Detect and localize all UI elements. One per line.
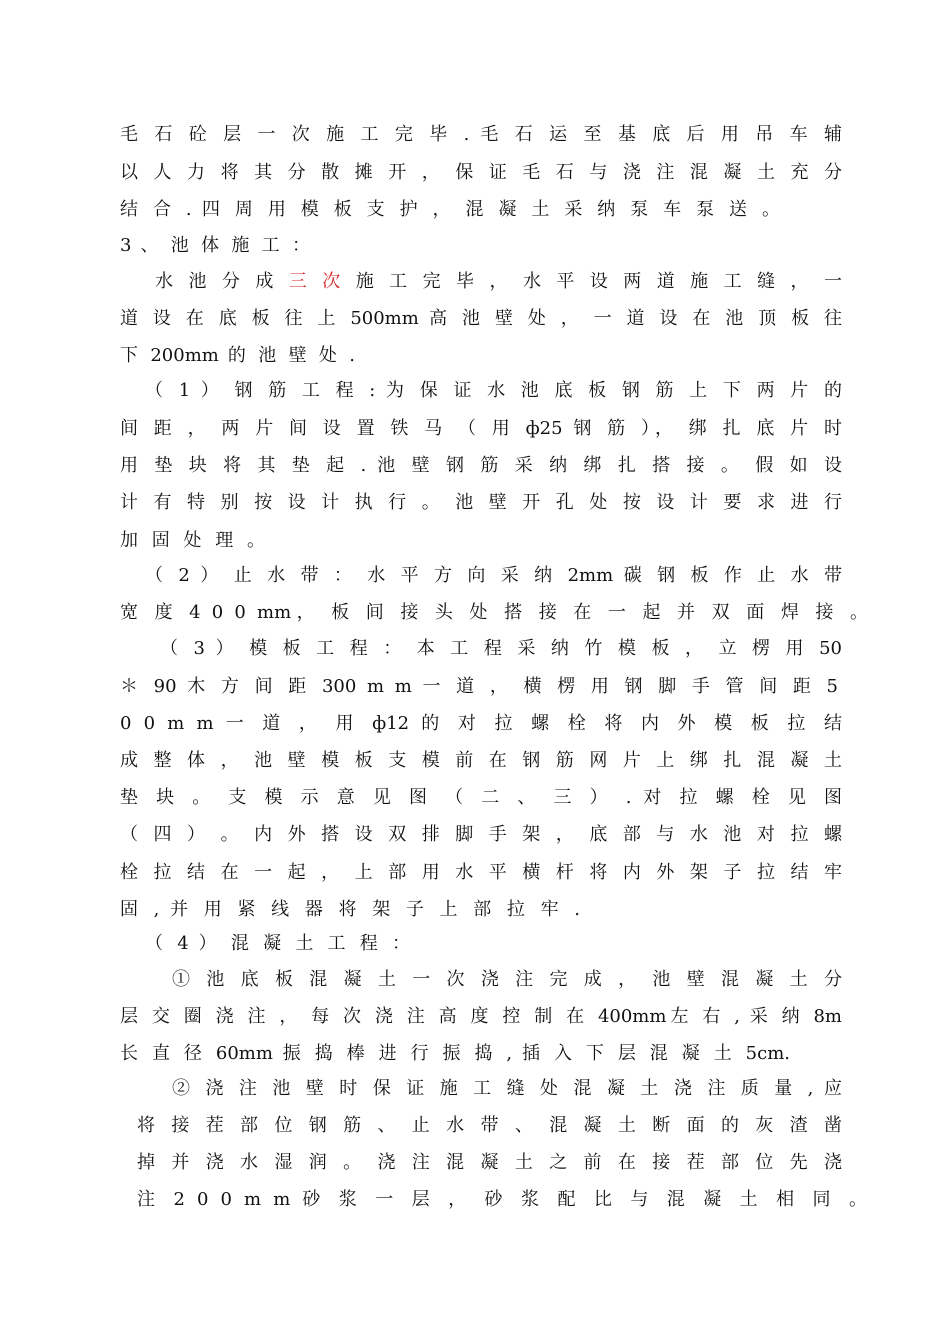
text-line: 道 设 在 底 板 往 上 500mm 高 池 壁 处 ， 一 道 设 在 池 顶 板 往 [120,308,842,329]
text-segment: 施 工 完 毕 ， 水 平 设 两 道 施 工 缝 ， 一 [345,271,842,292]
subsection-line: （ 1 ） 钢 筋 工 程 : 为 保 证 水 池 底 板 钢 筋 上 下 两 片 的 [145,380,842,401]
text-line: ① 池 底 板 混 凝 土 一 次 浇 注 完 成 ， 池 壁 混 凝 土 分 [172,969,842,990]
text-line: 宽 度 4 0 0 mm， 板 间 接 头 处 搭 接 在 一 起 并 双 面 焊 接 。 [120,602,868,623]
subsection-line: （ 2 ） 止 水 带 ： 水 平 方 向 采 纳 2mm 碳 钢 板 作 止 水 带 [145,565,842,586]
text-line: 计 有 特 别 按 设 计 执 行 。 池 壁 开 孔 处 按 设 计 要 求 进 行 [120,492,842,513]
text-line: 掉 并 浇 水 湿 润 。 浇 注 混 凝 土 之 前 在 接 茬 部 位 先 浇 [137,1152,842,1173]
text-line: （ 四 ） 。 内 外 搭 设 双 排 脚 手 架 ， 底 部 与 水 池 对 拉 螺 [120,824,842,845]
text-line: 注 2 0 0 m m 砂 浆 一 层 ， 砂 浆 配 比 与 混 凝 土 相 同 。 [137,1189,867,1210]
text-line-highlight [155,270,842,294]
text-line: 0 0 m m 一 道 ， 用 ф12 的 对 拉 螺 栓 将 内 外 模 板 拉 结 [120,713,842,734]
text-line: 间 距 ， 两 片 间 设 置 铁 马 （ 用 ф25 钢 筋 ）， 绑 扎 底 片 时 [120,418,842,439]
text-line: 毛 石 砼 层 一 次 施 工 完 毕 . 毛 石 运 至 基 底 后 用 吊 车 辅 [120,124,842,145]
text-line: 垫 块 。 支 模 示 意 见 图 （ 二 、 三 ） . 对 拉 螺 栓 见 图 [120,787,842,808]
text-line: 结 合 . 四 周 用 模 板 支 护 ， 混 凝 土 采 纳 泵 车 泵 送 。 [120,199,780,220]
text-line: 加 固 处 理 。 [120,530,265,551]
text-line: 成 整 体 ， 池 壁 模 板 支 模 前 在 钢 筋 网 片 上 绑 扎 混 凝 土 [120,750,842,771]
text-line: 下 200mm 的 池 壁 处 . [120,345,355,366]
text-line: 用 垫 块 将 其 垫 起 . 池 壁 钢 筋 采 纳 绑 扎 搭 接 。 假 如 设 [120,455,842,476]
text-line: ＊ 90 木 方 间 距 300 m m 一 道 ， 横 楞 用 钢 脚 手 管 间 距 5 [120,676,838,697]
highlighted-text: 三 次 [288,271,346,292]
text-line: 以 人 力 将 其 分 散 摊 开 ， 保 证 毛 石 与 浇 注 混 凝 土 充 分 [120,162,842,183]
text-line: 固 , 并 用 紧 线 器 将 架 子 上 部 拉 牢 . [120,899,580,920]
subsection-line: （ 3 ） 模 板 工 程 ： 本 工 程 采 纳 竹 模 板 ， 立 楞 用 50 [160,638,842,659]
text-segment: 水 池 分 成 [155,271,289,292]
text-line: 将 接 茬 部 位 钢 筋 、 止 水 带 、 混 凝 土 断 面 的 灰 渣 凿 [137,1115,842,1136]
text-line: ② 浇 注 池 壁 时 保 证 施 工 缝 处 混 凝 土 浇 注 质 量 , 应 [172,1078,842,1099]
subsection-line: （ 4 ） 混 凝 土 工 程 ： [145,933,410,954]
text-line: 层 交 圈 浇 注 ， 每 次 浇 注 高 度 控 制 在 400mm左 右 , 采 纳 8m [120,1006,842,1027]
text-line: 长 直 径 60mm 振 捣 棒 进 行 振 捣 , 插 入 下 层 混 凝 土 5cm. [120,1043,790,1064]
section-heading: 3 、 池 体 施 工 ： [120,235,310,256]
text-line: 栓 拉 结 在 一 起 ， 上 部 用 水 平 横 杆 将 内 外 架 子 拉 结 牢 [120,862,842,883]
